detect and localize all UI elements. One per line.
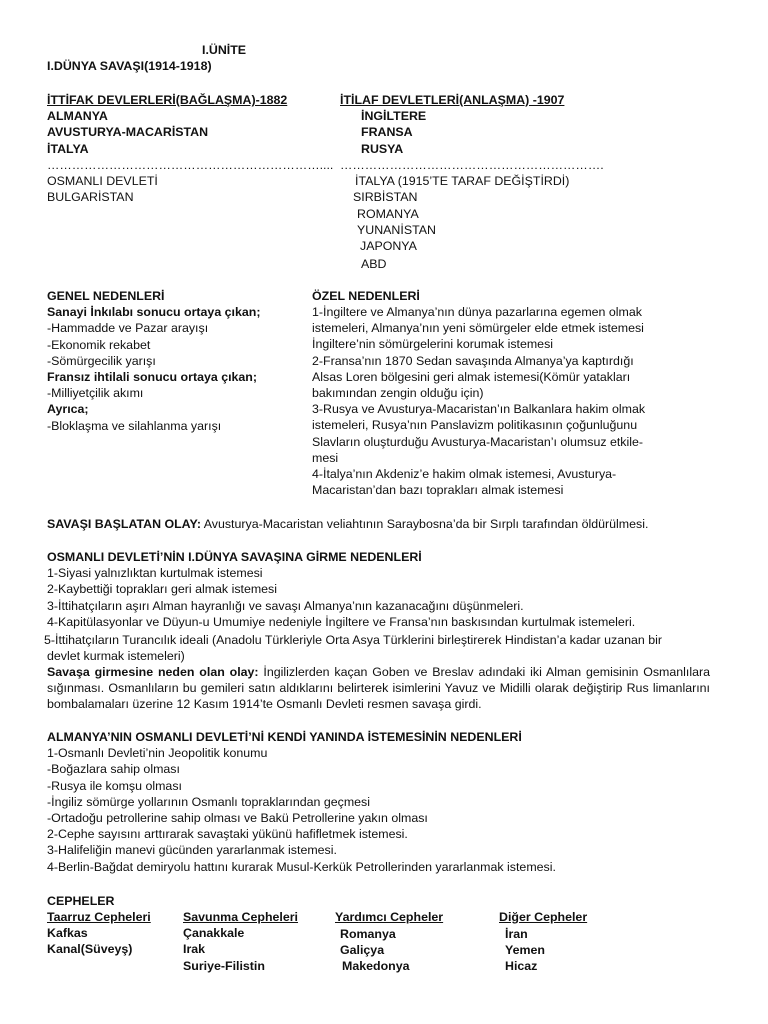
special-cause-line: 4-İtalya’nın Akdeniz’e hakim olmak istemesi, Avusturya- <box>312 467 617 482</box>
germany-reason-item: 4-Berlin-Bağdat demiryolu hattını kurarak Musul-Kerkük Petrollerinden yararlanmak istemesi. <box>47 859 556 874</box>
itilaf-title: İTİLAF DEVLETLERİ(ANLAŞMA) -1907 <box>340 93 565 107</box>
front-column-header: Yardımcı Cepheler <box>335 910 444 924</box>
itilaf-later-member: JAPONYA <box>360 239 417 253</box>
ottoman-entry-item: 4-Kapitülasyonlar ve Düyun-u Umumiye nedeniyle İngiltere ve Fransa’nın baskısından kurtulmak istemeleri. <box>47 614 636 629</box>
itilaf-member: FRANSA <box>361 125 413 139</box>
front-item: Kanal(Süveyş) <box>47 942 133 957</box>
special-cause-line: Alsas Loren bölgesini geri almak istemesi(Kömür yatakları <box>312 369 631 384</box>
front-item: Irak <box>183 942 206 957</box>
general-causes-title: GENEL NEDENLERİ <box>47 289 165 303</box>
ottoman-event-label: Savaşa girmesine neden olan olay: <box>47 665 259 679</box>
trigger-text: Avusturya-Macaristan veliahtının Saraybosna’da bir Sırplı tarafından öldürülmesi. <box>200 517 649 531</box>
front-item: Galiçya <box>340 943 385 957</box>
fronts-title: CEPHELER <box>47 894 115 908</box>
itilaf-later-member: İTALYA (1915’TE TARAF DEĞİŞTİRDİ) <box>355 174 570 188</box>
special-cause-line: istemeleri, Rusya’nın Panslavizm politikasının çoğunluğunu <box>312 418 638 433</box>
general-cause-line: Ayrıca; <box>47 402 89 417</box>
ittifak-later-member: OSMANLI DEVLETİ <box>47 174 158 189</box>
special-cause-line: mesi <box>312 450 339 465</box>
itilaf-separator: ………………………………………………………. <box>340 158 604 172</box>
itilaf-later-member: YUNANİSTAN <box>357 223 436 237</box>
itilaf-member: İNGİLTERE <box>361 109 427 123</box>
front-item: Yemen <box>505 943 545 957</box>
front-item: Çanakkale <box>183 926 245 941</box>
special-causes-title: ÖZEL NEDENLERİ <box>312 289 420 303</box>
special-cause-line: 3-Rusya ve Avusturya-Macaristan’ın Balkanlara hakim olmak <box>312 402 646 417</box>
ittifak-title: İTTİFAK DEVLERLERİ(BAĞLAŞMA)-1882 <box>47 93 288 107</box>
special-cause-line: 2-Fransa’nın 1870 Sedan savaşında Almanya’ya kaptırdığı <box>312 353 634 368</box>
general-cause-line: Fransız ihtilali sonucu ortaya çıkan; <box>47 370 258 385</box>
front-item: Romanya <box>340 927 396 941</box>
front-item: Suriye-Filistin <box>183 958 265 973</box>
special-cause-line: istemeleri, Almanya’nın yeni sömürgeler elde etmek istemesi <box>312 321 644 336</box>
general-cause-line: -Ekonomik rekabet <box>47 337 151 352</box>
ottoman-entry-event <box>47 664 710 713</box>
special-cause-line: bakımından zengin olduğu için) <box>312 386 484 401</box>
front-column-header: Diğer Cepheler <box>499 910 588 924</box>
general-cause-line: -Milliyetçilik akımı <box>47 386 144 401</box>
special-cause-line: 1-İngiltere ve Almanya’nın dünya pazarlarına egemen olmak <box>312 305 642 319</box>
germany-reason-item: 2-Cephe sayısını arttırarak savaştaki yükünü hafifletmek istemesi. <box>47 827 408 842</box>
front-item: Makedonya <box>342 959 410 973</box>
germany-reason-item: 3-Halifeliğin manevi gücünden yararlanmak istemesi. <box>47 843 337 858</box>
front-column-offense <box>47 909 151 958</box>
germany-reasons-section <box>47 729 556 875</box>
ottoman-entry-item: 5-İttihatçıların Turancılık ideali (Anadolu Türkleriyle Orta Asya Türklerini birleştirerek Hindistan’a kadar uzanan bir <box>44 633 662 647</box>
war-title: I.DÜNYA SAVAŞI(1914-1918) <box>47 59 212 73</box>
general-causes <box>47 288 260 434</box>
front-item: Hicaz <box>505 959 538 973</box>
ottoman-entry-title: OSMANLI DEVLETİ’NİN I.DÜNYA SAVAŞINA GİRME NEDENLERİ <box>47 550 422 564</box>
ittifak-separator: ………………………………………………………….... <box>47 157 334 172</box>
germany-reasons-title: ALMANYA’NIN OSMANLI DEVLETİ’Nİ KENDİ YANINDA İSTEMESİNİN NEDENLERİ <box>47 730 522 744</box>
general-cause-line: -Hammadde ve Pazar arayışı <box>47 321 209 336</box>
special-causes <box>312 304 645 498</box>
germany-reason-item: 1-Osmanlı Devleti’nin Jeopolitik konumu <box>47 746 268 761</box>
germany-reason-item: -İngiliz sömürge yollarının Osmanlı topraklarından geçmesi <box>47 794 370 809</box>
ittifak-block <box>47 92 333 205</box>
front-item: İran <box>505 927 528 941</box>
itilaf-later-member: SIRBİSTAN <box>353 190 418 204</box>
ottoman-entry-item: 2-Kaybettiği toprakları geri almak istemesi <box>47 582 278 597</box>
germany-reason-item: -Ortadoğu petrollerine sahip olması ve Bakü Petrollerine yakın olması <box>47 811 428 826</box>
general-cause-line: -Bloklaşma ve silahlanma yarışı <box>47 418 222 433</box>
ittifak-member: ALMANYA <box>47 109 108 124</box>
itilaf-later-member: ABD <box>361 257 387 271</box>
trigger-event <box>47 516 648 532</box>
ottoman-entry-item: 3-İttihatçıların aşırı Alman hayranlığı ve savaşı Almanya’nın kazanacağını düşünmeleri. <box>47 598 524 613</box>
unit-title: I.ÜNİTE <box>202 43 247 57</box>
ottoman-entry-section <box>47 549 635 630</box>
general-cause-line: -Sömürgecilik yarışı <box>47 353 156 368</box>
general-cause-line: Sanayi İnkılabı sonucu ortaya çıkan; <box>47 305 261 320</box>
ottoman-entry-item: 1-Siyasi yalnızlıktan kurtulmak istemesi <box>47 566 263 581</box>
germany-reason-item: -Rusya ile komşu olması <box>47 778 182 793</box>
special-cause-line: Slavların oluşturduğu Avusturya-Macaristan’ı olumsuz etkile- <box>312 434 644 449</box>
itilaf-member: RUSYA <box>361 142 404 156</box>
front-column-header: Taarruz Cepheleri <box>47 910 151 924</box>
itilaf-later-member: ROMANYA <box>357 207 419 221</box>
germany-reason-item: -Boğazlara sahip olması <box>47 762 180 777</box>
front-item: Kafkas <box>47 926 88 941</box>
special-cause-line: Macaristan’dan bazı toprakları almak istemesi <box>312 483 564 498</box>
ottoman-entry-item: devlet kurmak istemeleri) <box>47 649 185 663</box>
front-column-defense <box>183 909 298 974</box>
ittifak-member: İTALYA <box>47 141 89 156</box>
ittifak-later-member: BULGARİSTAN <box>47 190 134 205</box>
ittifak-member: AVUSTURYA-MACARİSTAN <box>47 125 209 140</box>
ottoman-event-text: İngilizlerden kaçan Goben ve Breslav adındaki iki Alman gemisinin Osmanlılara sığınması. Osmanlıların bu gemileri satın aldıklarını belirterek isimlerini Yavuz ve Midilli olarak değiştirip Rus limanlarını bombalamaları üzerine 12 Kasım 1914’te Osmanlı Devleti resmen savaşa girdi. <box>47 665 710 712</box>
front-column-header: Savunma Cepheleri <box>183 910 299 924</box>
trigger-label: SAVAŞI BAŞLATAN OLAY: <box>47 517 201 531</box>
special-cause-line: İngiltere’nin sömürgelerini korumak istemesi <box>312 337 554 352</box>
